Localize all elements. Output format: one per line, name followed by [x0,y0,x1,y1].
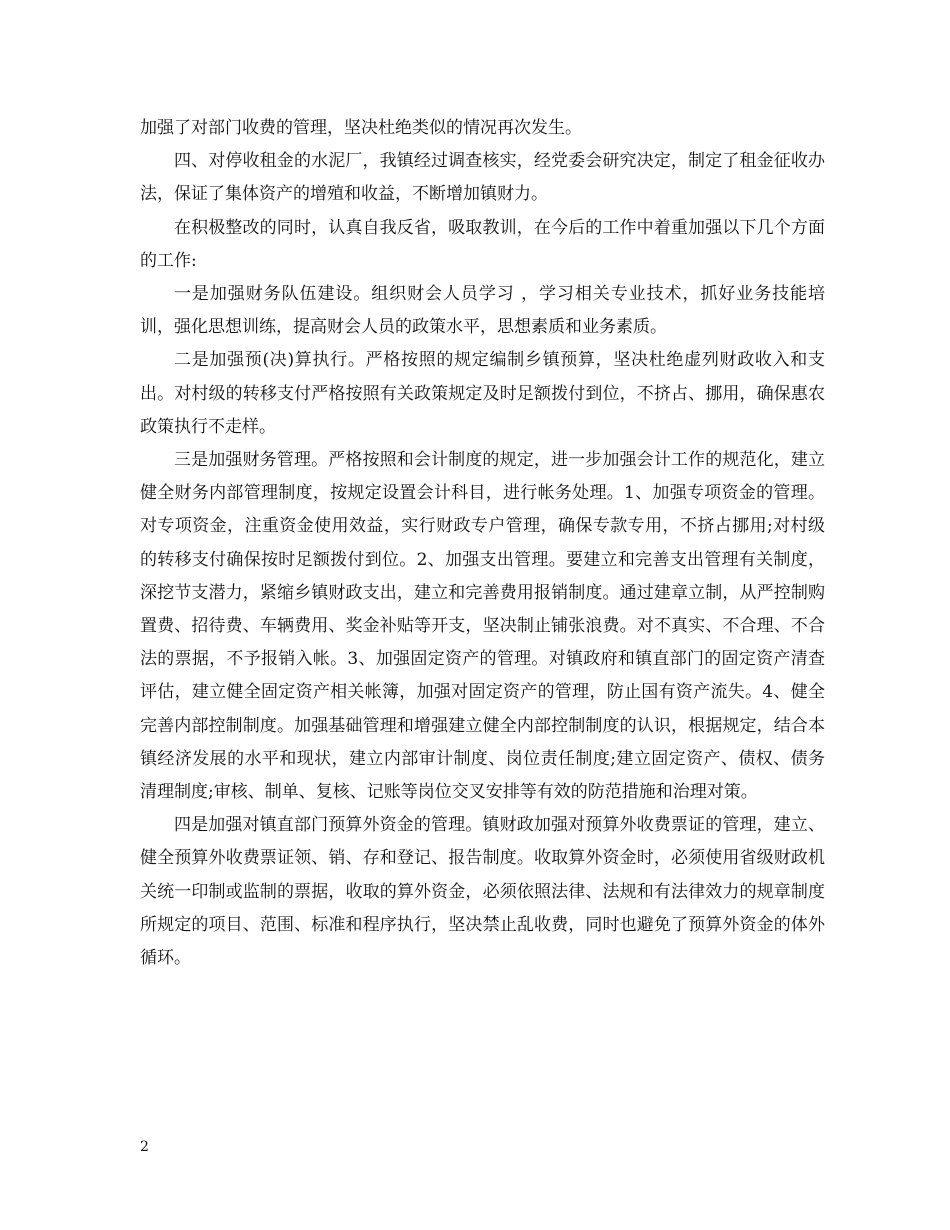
paragraph-budget-execution: 二是加强预(决)算执行。严格按照的规定编制乡镇预算，坚决杜绝虚列财政收入和支出。对村级的转移支付严格按照有关政策规定及时足额拨付到位，不挤占、挪用，确保惠农政策执行不走样。 [140,350,825,437]
paragraph-extra-budget-funds: 四是加强对镇直部门预算外资金的管理。镇财政加强对预算外收费票证的管理，建立、健全预算外收费票证领、销、存和登记、报告制度。收取算外资金时，必须使用省级财政机关统一印制或监制的票据，收取的算外资金，必须依照法律、法规和有法律效力的规章制度所规定的项目、范围、标准和程序执行，坚决禁止乱收费，同时也避免了预算外资金的体外循环。 [140,815,825,969]
page-number: 2 [140,1139,149,1155]
paragraph-finance-team: 一是加强财务队伍建设。组织财会人员学习 ，学习相关专业技术，抓好业务技能培训，强化思想训练，提高财会人员的政策水平，思想素质和业务素质。 [140,284,825,338]
paragraph-self-reflection: 在积极整改的同时，认真自我反省，吸取教训，在今后的工作中着重加强以下几个方面的工作: [140,217,825,271]
paragraph-cement-factory-rent: 四、对停收租金的水泥厂，我镇经过调查核实，经党委会研究决定，制定了租金征收办法，保证了集体资产的增殖和收益，不断增加镇财力。 [140,151,825,205]
paragraph-continuation: 加强了对部门收费的管理，坚决杜绝类似的情况再次发生。 [140,118,582,138]
document-body [140,112,825,975]
paragraph-financial-management: 三是加强财务管理。严格按照和会计制度的规定，进一步加强会计工作的规范化，建立健全财务内部管理制度，按规定设置会计科目，进行帐务处理。1、加强专项资金的管理。对专项资金，注重资金使用效益，实行财政专户管理，确保专款专用，不挤占挪用;对村级的转移支付确保按时足额拨付到位。2、加强支出管理。要建立和完善支出管理有关制度，深挖节支潜力，紧缩乡镇财政支出，建立和完善费用报销制度。通过建章立制，从严控制购置费、招待费、车辆费用、奖金补贴等开支，坚决制止铺张浪费。对不真实、不合理、不合法的票据，不予报销入帐。3、加强固定资产的管理。对镇政府和镇直部门的固定资产清查评估，建立健全固定资产相关帐簿，加强对固定资产的管理，防止国有资产流失。4、健全完善内部控制制度。加强基础管理和增强建立健全内部控制制度的认识，根据规定，结合本镇经济发展的水平和现状，建立内部审计制度、岗位责任制度;建立固定资产、债权、债务清理制度;审核、制单、复核、记账等岗位交叉安排等有效的防范措施和治理对策。 [140,450,825,803]
